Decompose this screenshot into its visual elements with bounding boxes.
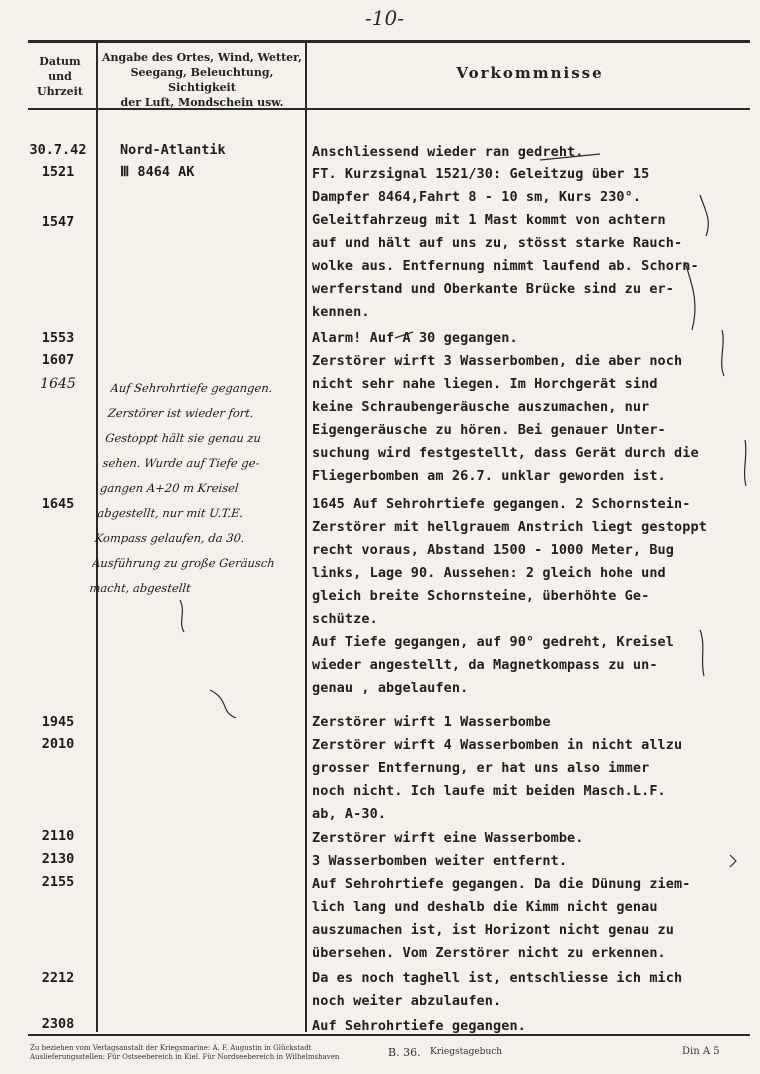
- header-place-line: Seegang, Beleuchtung, Sichtigkeit: [130, 66, 274, 94]
- event-line: genau , abgelaufen.: [312, 680, 469, 696]
- footer-publisher: [30, 1044, 370, 1062]
- grid-square: Ⅲ 8464 AK: [120, 164, 195, 180]
- event-line: lich lang und deshalb die Kimm nicht genau: [312, 899, 658, 915]
- handwritten-line: Zerstörer ist wieder fort.: [107, 406, 255, 420]
- event-line: noch nicht. Ich laufe mit beiden Masch.L.F.: [312, 783, 666, 799]
- sea-area: Nord-Atlantik: [120, 142, 226, 158]
- time-entry: 1645: [41, 496, 75, 512]
- pen-stroke: [700, 195, 708, 236]
- time-entry: 1607: [41, 352, 75, 368]
- time-entry: 2155: [41, 874, 75, 890]
- event-line: 3 Wasserbomben weiter entfernt.: [312, 853, 568, 869]
- event-line: Zerstörer wirft 3 Wasserbomben, die aber noch: [312, 353, 683, 369]
- time-entry: 1553: [41, 330, 75, 346]
- event-line: Fliegerbomben am 26.7. unklar geworden ist.: [312, 468, 666, 484]
- handwritten-line: Ausführung zu große Geräusch: [91, 556, 276, 570]
- pen-stroke: [722, 330, 724, 376]
- event-line: Eigengeräusche zu hören. Bei genauer Unter-: [312, 422, 666, 438]
- footer-title: Kriegstagebuch: [430, 1047, 503, 1057]
- event-line: suchung wird festgestellt, dass Gerät durch die: [312, 445, 699, 461]
- event-line: auszumachen ist, ist Horizont nicht genau zu: [312, 922, 675, 938]
- event-line: Geleitfahrzeug mit 1 Mast kommt von achtern: [312, 212, 666, 228]
- event-line: noch weiter abzulaufen.: [312, 993, 502, 1009]
- pen-stroke: [210, 690, 236, 718]
- time-entry: 1547: [41, 214, 75, 230]
- event-line: nicht sehr nahe liegen. Im Horchgerät sind: [312, 376, 658, 392]
- event-line: Zerstörer wirft 4 Wasserbomben in nicht allzu: [312, 737, 683, 753]
- event-line: grosser Entfernung, er hat uns also immer: [312, 760, 650, 776]
- event-line: Auf Tiefe gegangen, auf 90° gedreht, Kreisel: [312, 634, 675, 650]
- handwritten-line: sehen. Wurde auf Tiefe ge-: [101, 456, 261, 470]
- page-number: -10-: [365, 6, 404, 30]
- time-entry: 2130: [41, 851, 75, 867]
- event-line: wolke aus. Entfernung nimmt laufend ab. Schorn-: [312, 258, 699, 274]
- event-line: 1645 Auf Sehrohrtiefe gegangen. 2 Schornstein-: [312, 496, 691, 512]
- header-date-line: Datum: [39, 55, 81, 68]
- event-line: Anschliessend wieder ran gedreht.: [312, 144, 584, 160]
- handwritten-line: Auf Sehrohrtiefe gegangen.: [109, 381, 274, 395]
- pen-stroke: [180, 600, 184, 632]
- event-line: FT. Kurzsignal 1521/30: Geleitzug über 15: [312, 166, 650, 182]
- time-entry: 2308: [41, 1016, 75, 1032]
- event-line: Alarm! Auf A 30 gegangen.: [312, 330, 518, 346]
- handwritten-line: abgestellt, nur mit U.T.E.: [96, 506, 244, 520]
- pen-stroke: [730, 855, 736, 867]
- event-line: ab, A-30.: [312, 806, 387, 822]
- event-line: gleich breite Schornsteine, überhöhte Ge-: [312, 588, 650, 604]
- pen-stroke: [700, 630, 704, 676]
- footer-paper-size: Din A 5: [682, 1046, 720, 1057]
- time-entry: 1945: [41, 714, 75, 730]
- time-entry: 2010: [41, 736, 75, 752]
- event-line: keine Schraubengeräusche auszumachen, nur: [312, 399, 650, 415]
- header-date-line: Uhrzeit: [37, 85, 83, 98]
- header-place-line: Angabe des Ortes, Wind, Wetter,: [101, 51, 303, 64]
- event-line: recht voraus, Abstand 1500 - 1000 Meter, Bug: [312, 542, 675, 558]
- event-line: wieder angestellt, da Magnetkompass zu un-: [312, 657, 658, 673]
- pen-stroke: [540, 154, 600, 160]
- event-line: übersehen. Vom Zerstörer nicht zu erkennen.: [312, 945, 666, 961]
- time-entry-handwritten: 1645: [40, 376, 76, 392]
- handwritten-line: macht, abgestellt: [88, 581, 192, 595]
- event-line: kennen.: [312, 304, 370, 320]
- event-line: links, Lage 90. Aussehen: 2 gleich hohe und: [312, 565, 666, 581]
- time-entry: 30.7.42: [29, 142, 87, 158]
- event-line: Zerstörer mit hellgrauem Anstrich liegt gestoppt: [312, 519, 707, 535]
- footer-publisher-line: Zu beziehen vom Verlagsanstalt der Kriegsmarine: A. F. Augustin in Glückstadt: [30, 1044, 312, 1052]
- header-place-line: der Luft, Mondschein usw.: [120, 96, 284, 109]
- footer-publisher-line: Auslieferungsstellen: Für Ostseebereich in Kiel. Für Nordseebereich in Wilhelmshaven: [30, 1053, 340, 1061]
- event-line: Auf Sehrohrtiefe gegangen. Da die Dünung ziem-: [312, 876, 691, 892]
- pen-stroke: [395, 332, 413, 338]
- time-entry: 1521: [41, 164, 75, 180]
- event-line: werferstand und Oberkante Brücke sind zu er-: [312, 281, 675, 297]
- event-line: schütze.: [312, 611, 378, 627]
- footer-form-number: B. 36.: [388, 1046, 421, 1059]
- handwritten-line: Kompass gelaufen, da 30.: [94, 531, 246, 545]
- pen-stroke: [745, 440, 746, 486]
- handwritten-line: Gestoppt hält sie genau zu: [104, 431, 262, 445]
- header-date-line: und: [48, 70, 72, 83]
- time-entry: 2212: [41, 970, 75, 986]
- pen-stroke: [685, 262, 695, 330]
- event-line: Dampfer 8464,Fahrt 8 - 10 sm, Kurs 230°.: [312, 189, 642, 205]
- event-line: auf und hält auf uns zu, stösst starke Rauch-: [312, 235, 683, 251]
- handwritten-line: gangen A+20 m Kreisel: [99, 481, 240, 495]
- event-line: Auf Sehrohrtiefe gegangen.: [312, 1018, 526, 1034]
- event-line: Zerstörer wirft eine Wasserbombe.: [312, 830, 584, 846]
- time-entry: 2110: [41, 828, 75, 844]
- event-line: Zerstörer wirft 1 Wasserbombe: [312, 714, 551, 730]
- header-events: Vorkommnisse: [456, 64, 604, 82]
- event-line: Da es noch taghell ist, entschliesse ich mich: [312, 970, 683, 986]
